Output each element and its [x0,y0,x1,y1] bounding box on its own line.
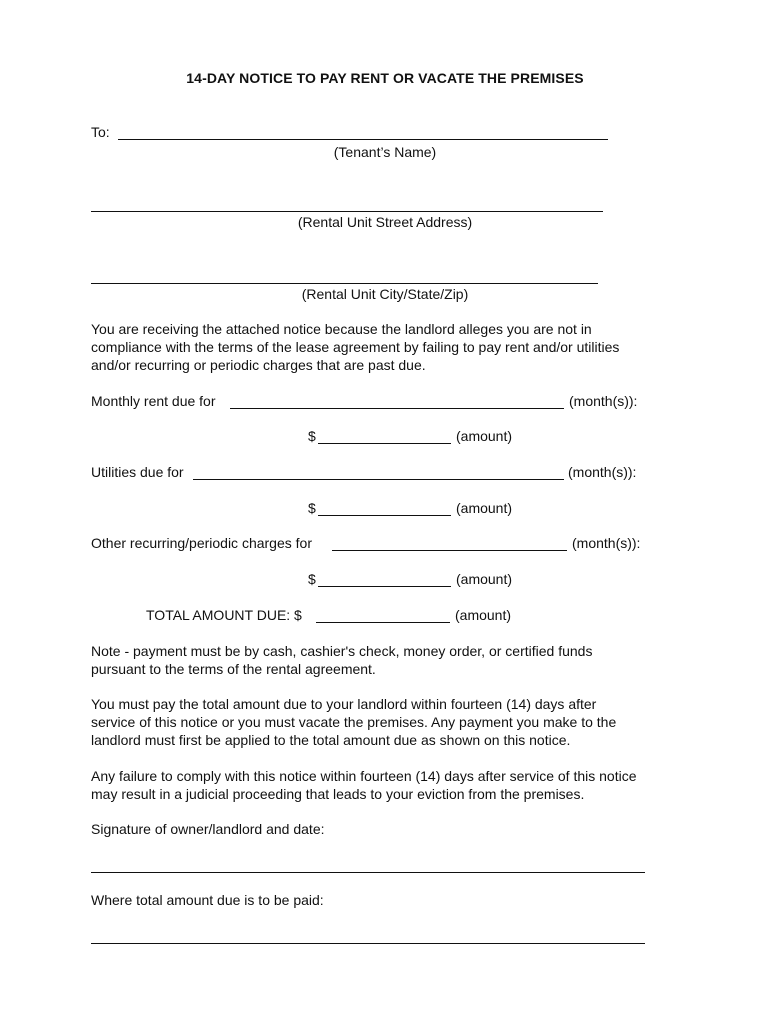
tenant-name-field[interactable] [118,139,608,140]
other-charges-dollar-sign: $ [308,571,316,587]
signature-field[interactable] [91,872,645,873]
intro-line: and/or recurring or periodic charges that are past due. [91,357,426,373]
other-charges-amount-label: (amount) [456,571,513,587]
city-state-zip-field[interactable] [91,283,598,284]
monthly-rent-amount-label: (amount) [456,428,513,444]
to-label: To: [91,124,110,140]
other-charges-label: Other recurring/periodic charges for [91,535,312,551]
payment-paragraph [91,695,691,749]
city-state-zip-caption: (Rental Unit City/State/Zip) [301,286,469,302]
monthly-rent-months-suffix: (month(s)): [569,393,638,409]
monthly-rent-dollar-sign: $ [308,428,316,444]
intro-line: You are receiving the attached notice because the landlord alleges you are not in [91,321,592,337]
payment-location-label: Where total amount due is to be paid: [91,892,324,908]
total-amount-suffix: (amount) [455,607,512,623]
monthly-rent-label: Monthly rent due for [91,393,216,409]
tenant-name-caption: (Tenant’s Name) [333,144,437,160]
monthly-rent-months-field[interactable] [230,408,564,409]
note-line: pursuant to the terms of the rental agreement. [91,661,376,677]
document-title: 14-DAY NOTICE TO PAY RENT OR VACATE THE PREMISES [186,70,584,86]
utilities-months-suffix: (month(s)): [568,464,637,480]
failure-line: Any failure to comply with this notice within fourteen (14) days after service of this notice [91,768,637,784]
utilities-amount-field[interactable] [318,515,451,516]
utilities-months-field[interactable] [193,479,564,480]
failure-paragraph [91,767,691,803]
note-line: Note - payment must be by cash, cashier's check, money order, or certified funds [91,643,593,659]
street-address-field[interactable] [91,211,603,212]
street-address-caption: (Rental Unit Street Address) [297,214,473,230]
other-charges-months-suffix: (month(s)): [572,535,641,551]
payment-location-field[interactable] [91,943,645,944]
other-charges-months-field[interactable] [332,550,567,551]
signature-label: Signature of owner/landlord and date: [91,821,325,837]
monthly-rent-amount-field[interactable] [318,443,451,444]
utilities-amount-label: (amount) [456,500,513,516]
failure-line: may result in a judicial proceeding that leads to your eviction from the premises. [91,786,585,802]
utilities-label: Utilities due for [91,464,184,480]
note-paragraph [91,642,691,678]
utilities-dollar-sign: $ [308,500,316,516]
payment-line: landlord must first be applied to the total amount due as shown on this notice. [91,732,571,748]
intro-line: compliance with the terms of the lease agreement by failing to pay rent and/or utilities [91,339,620,355]
total-amount-label: TOTAL AMOUNT DUE: $ [146,607,302,623]
total-amount-field[interactable] [316,622,450,623]
other-charges-amount-field[interactable] [318,586,451,587]
intro-paragraph [91,320,691,374]
payment-line: service of this notice or you must vacate the premises. Any payment you make to the [91,714,617,730]
payment-line: You must pay the total amount due to your landlord within fourteen (14) days after [91,696,597,712]
